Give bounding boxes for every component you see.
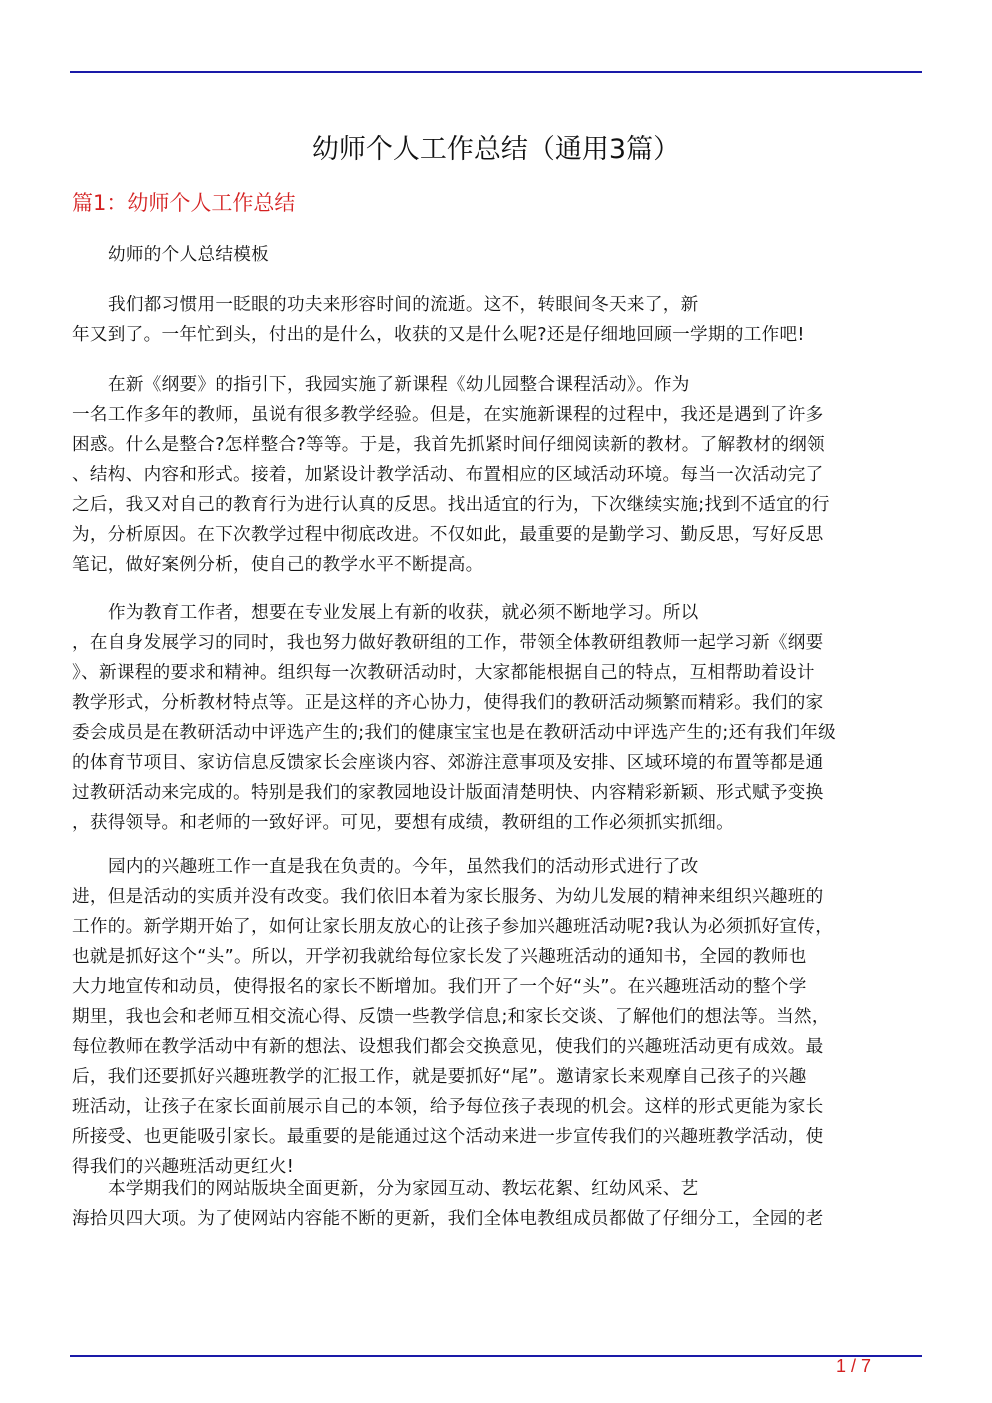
paragraph-line: 我们都习惯用一眨眼的功夫来形容时间的流逝。这不，转眼间冬天来了，新 [108, 295, 699, 315]
paragraph-line: 班活动，让孩子在家长面前展示自己的本领，给予每位孩子表现的机会。这样的形式更能为家长 [72, 1097, 824, 1117]
paragraph-line: ，在自身发展学习的同时，我也努力做好教研组的工作，带领全体教研组教师一起学习新《纲要 [72, 633, 824, 653]
paragraph-line: 一名工作多年的教师，虽说有很多教学经验。但是，在实施新课程的过程中，我还是遇到了许多 [72, 405, 824, 425]
paragraph [72, 240, 922, 270]
paragraph [72, 1174, 922, 1234]
paragraph-line: 后，我们还要抓好兴趣班教学的汇报工作，就是要抓好“尾”。邀请家长来观摩自己孩子的兴趣 [72, 1067, 807, 1087]
paragraph-line: 所接受、也更能吸引家长。最重要的是能通过这个活动来进一步宣传我们的兴趣班教学活动，使 [72, 1127, 824, 1147]
paragraph-line: 》、新课程的要求和精神。组织每一次教研活动时，大家都能根据自己的特点，互相帮助着设计 [72, 663, 815, 683]
paragraph-line: 作为教育工作者，想要在专业发展上有新的收获，就必须不断地学习。所以 [108, 603, 699, 623]
page-number: 1 / 7 [836, 1356, 872, 1376]
paragraph [72, 598, 922, 838]
bottom-rule [70, 1355, 922, 1357]
paragraph-line: 为，分析原因。在下次教学过程中彻底改进。不仅如此，最重要的是勤学习、勤反思，写好反思 [72, 525, 824, 545]
paragraph-line: 委会成员是在教研活动中评选产生的;我们的健康宝宝也是在教研活动中评选产生的;还有我们年级 [72, 723, 836, 743]
section-heading: 篇1：幼师个人工作总结 [72, 191, 296, 215]
document-title: 幼师个人工作总结（通用3篇） [311, 134, 681, 165]
paragraph-line: 工作的。新学期开始了，如何让家长朋友放心的让孩子参加兴趣班活动呢?我认为必须抓好宣传， [72, 917, 834, 937]
paragraph-line: 困惑。什么是整合?怎样整合?等等。于是，我首先抓紧时间仔细阅读新的教材。了解教材的纲领 [72, 435, 825, 455]
paragraph-line: 笔记，做好案例分析，使自己的教学水平不断提高。 [72, 555, 484, 575]
paragraph-line: 年又到了。一年忙到头，付出的是什么，收获的又是什么呢?还是仔细地回顾一学期的工作吧! [72, 325, 805, 345]
top-rule [70, 71, 922, 73]
paragraph-line: 之后，我又对自己的教育行为进行认真的反思。找出适宜的行为，下次继续实施;找到不适宜的行 [72, 495, 830, 515]
paragraph-line: 、结构、内容和形式。接着，加紧设计教学活动、布置相应的区域活动环境。每当一次活动完了 [72, 465, 824, 485]
paragraph-line: 幼师的个人总结模板 [108, 245, 270, 265]
paragraph-line: 海拾贝四大项。为了使网站内容能不断的更新，我们全体电教组成员都做了仔细分工，全园的老 [72, 1209, 824, 1229]
paragraph-line: 每位教师在教学活动中有新的想法、设想我们都会交换意见，使我们的兴趣班活动更有成效。最 [72, 1037, 824, 1057]
paragraph-line: 园内的兴趣班工作一直是我在负责的。今年，虽然我们的活动形式进行了改 [108, 857, 699, 877]
paragraph-line: 期里，我也会和老师互相交流心得、反馈一些教学信息;和家长交谈、了解他们的想法等。当然， [72, 1007, 830, 1027]
paragraph-line: 过教研活动来完成的。特别是我们的家教园地设计版面清楚明快、内容精彩新颖、形式赋予变换 [72, 783, 824, 803]
paragraph-line: ，获得领导。和老师的一致好评。可见，要想有成绩，教研组的工作必须抓实抓细。 [72, 813, 735, 833]
paragraph-line: 的体育节项目、家访信息反馈家长会座谈内容、郊游注意事项及安排、区域环境的布置等都是通 [72, 753, 824, 773]
paragraph-line: 在新《纲要》的指引下，我园实施了新课程《幼儿园整合课程活动》。作为 [108, 375, 690, 395]
paragraph-line: 也就是抓好这个“头”。所以，开学初我就给每位家长发了兴趣班活动的通知书，全园的教师也 [72, 947, 807, 967]
paragraph [72, 852, 922, 1182]
paragraph [72, 290, 922, 350]
paragraph-line: 进，但是活动的实质并没有改变。我们依旧本着为家长服务、为幼儿发展的精神来组织兴趣班的 [72, 887, 824, 907]
paragraph-line: 本学期我们的网站版块全面更新，分为家园互动、教坛花絮、红幼风采、艺 [108, 1179, 699, 1199]
paragraph-line: 得我们的兴趣班活动更红火! [72, 1157, 295, 1177]
paragraph-line: 大力地宣传和动员，使得报名的家长不断增加。我们开了一个好“头”。在兴趣班活动的整个学 [72, 977, 807, 997]
paragraph-line: 教学形式，分析教材特点等。正是这样的齐心协力，使得我们的教研活动频繁而精彩。我们的家 [72, 693, 824, 713]
paragraph [72, 370, 922, 580]
